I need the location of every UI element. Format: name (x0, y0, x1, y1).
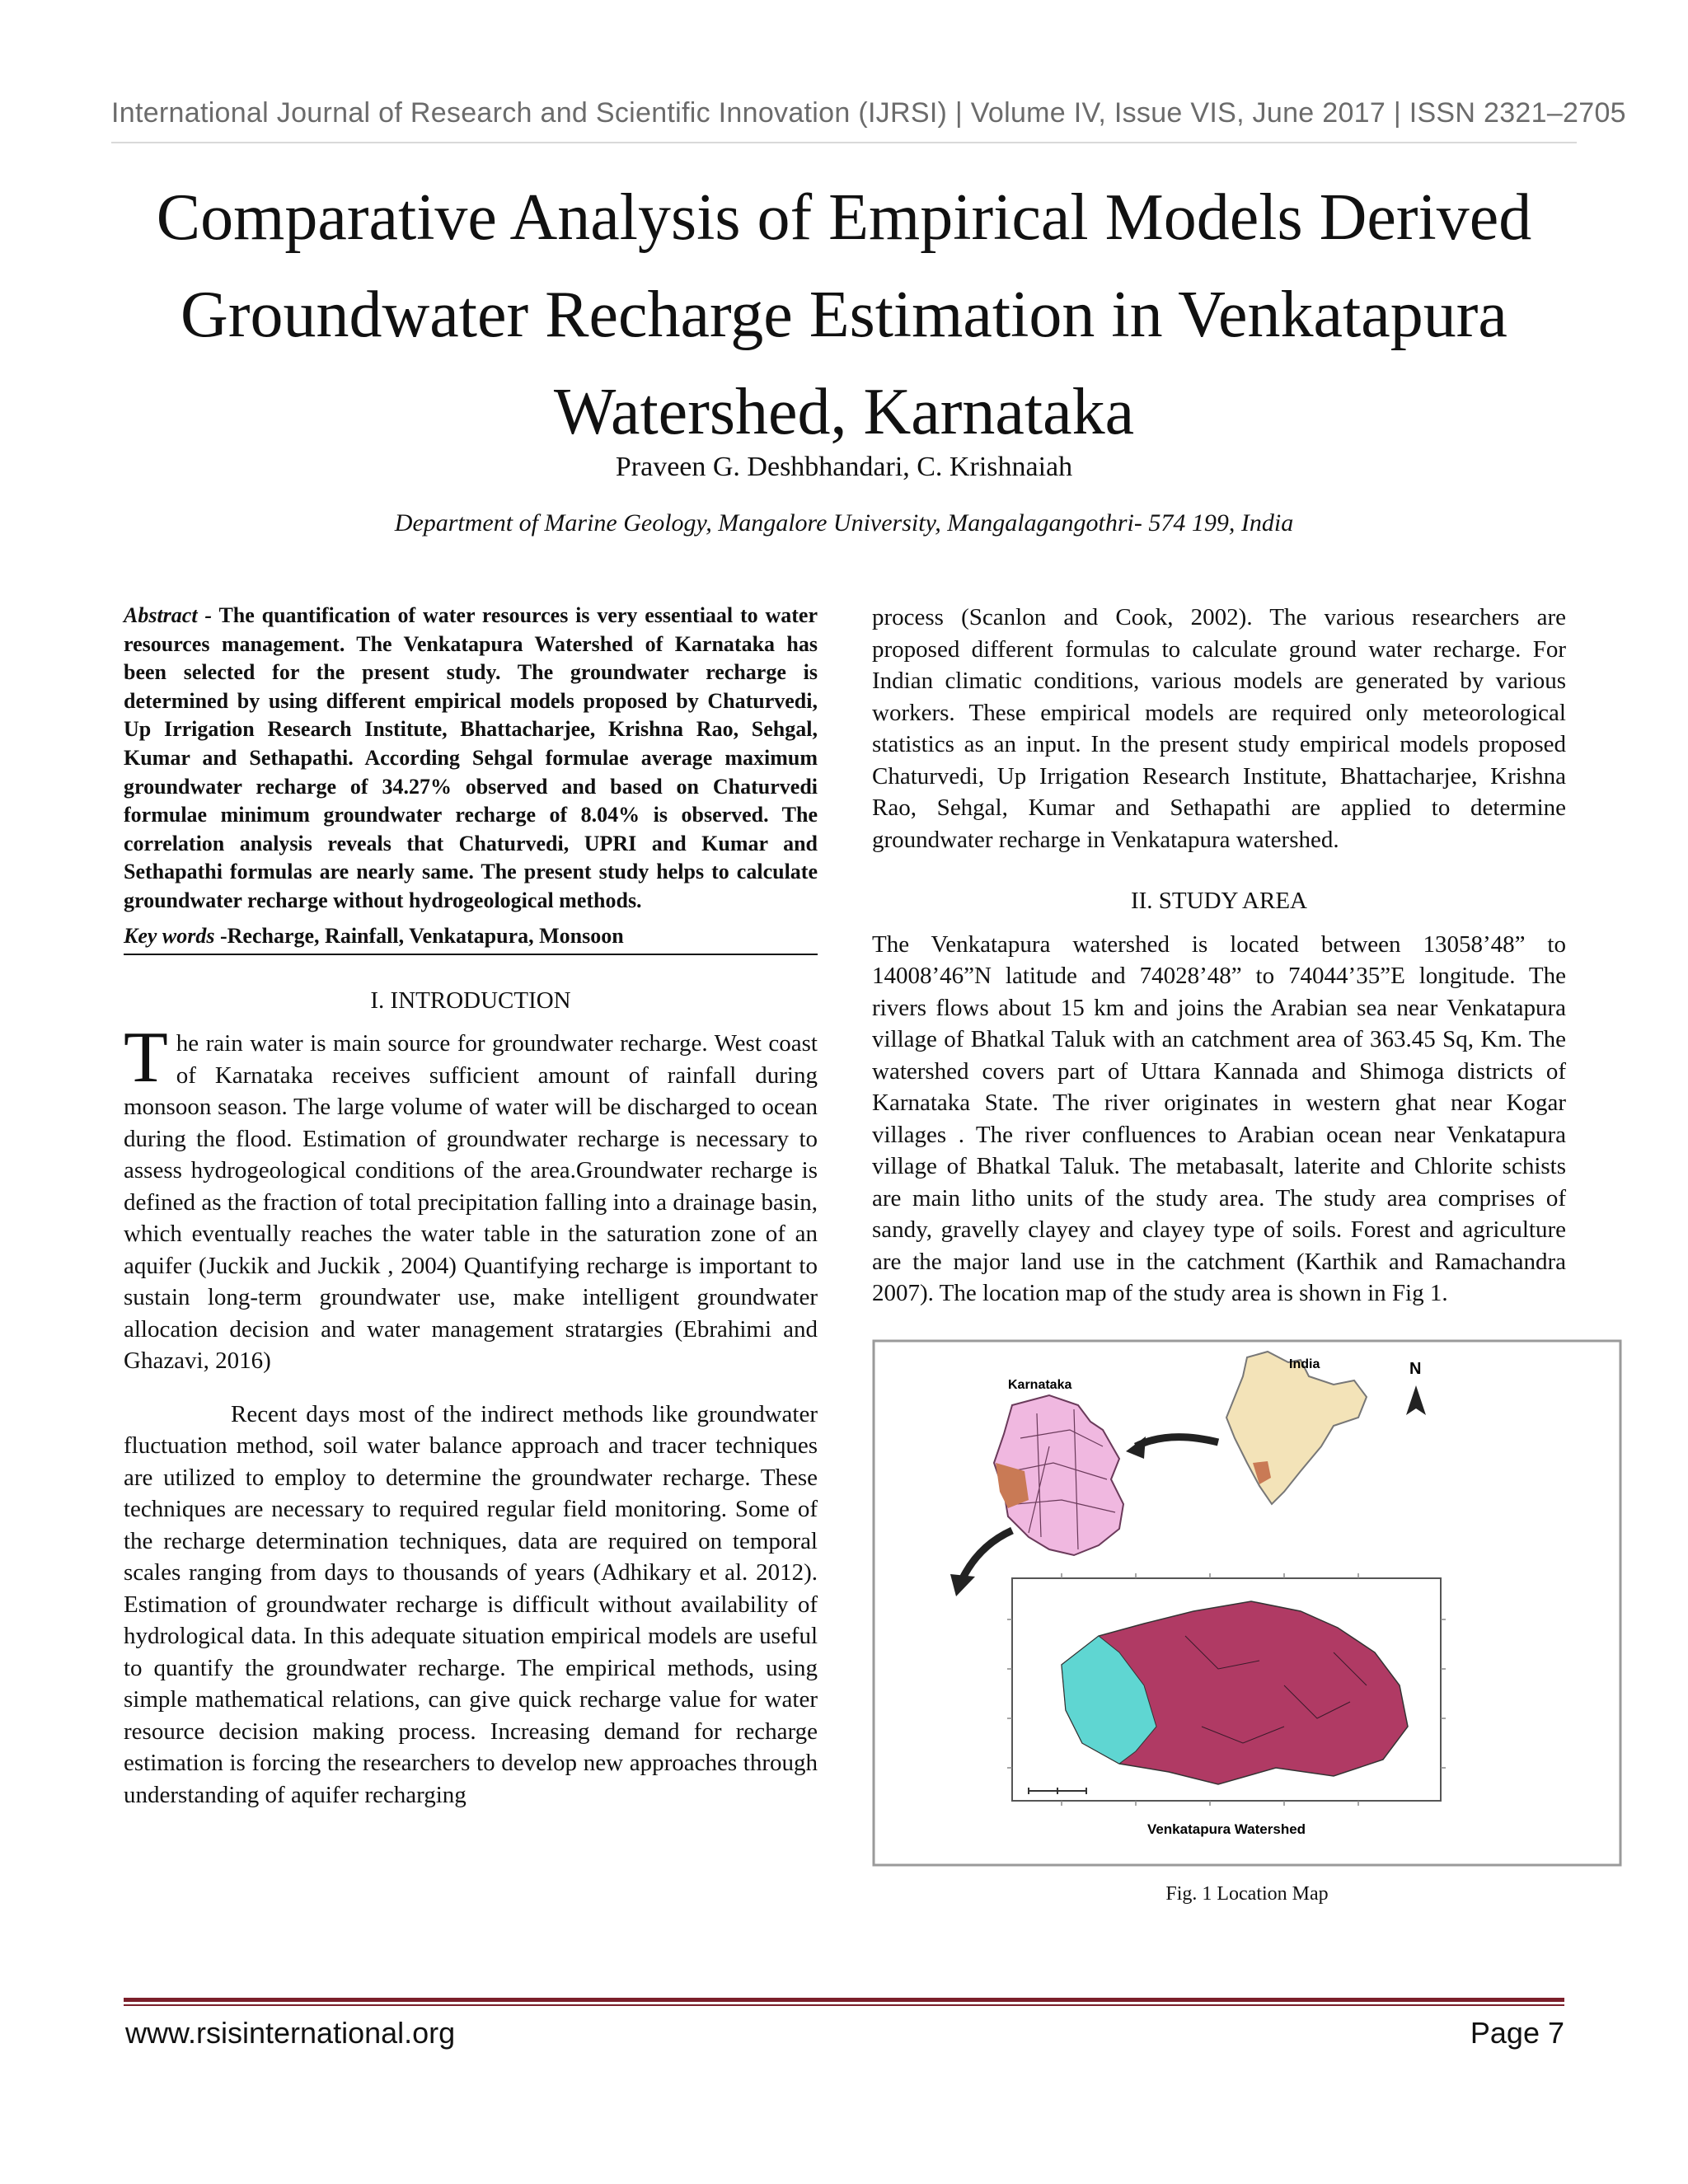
intro-paragraph-3: process (Scanlon and Cook, 2002). The various researchers are proposed different formulas to calculate ground water recharge. For Indian climatic conditions, various models are generated by various workers. These empirical models are required only meteorological statistics as an input. In the present study empirical models proposed Chaturvedi, Up Irrigation Research Institute, Bhattacharjee, Krishna Rao, Sehgal, Kumar and Sethapathi are applied to determine groundwater recharge in Venkatapura watershed. (872, 604, 1566, 853)
section-heading-study-area: II. STUDY AREA (1130, 888, 1307, 914)
abstract (124, 602, 818, 916)
left-column (124, 602, 818, 1811)
page-number: Page 7 (1470, 2016, 1564, 2050)
authors: Praveen G. Deshbhandari, C. Krishnaiah (615, 452, 1073, 482)
north-label: N (1409, 1359, 1422, 1378)
keywords (124, 922, 818, 955)
keywords-lead: Key words (124, 923, 215, 948)
footer-url[interactable]: www.rsisinternational.org (125, 2016, 456, 2050)
right-column (872, 602, 1566, 1910)
footer-rule-thin (124, 2004, 1564, 2006)
footer-rule (124, 1998, 1564, 2002)
intro-paragraph-2: Recent days most of the indirect methods like groundwater fluctuation method, soil water balance approach and tracer techniques are utilized to employ to determine the groundwater recharge. These techniques are necessary to required regular field monitoring. Some of the recharge determination techniques, data are required on temporal scales ranging from days to thousands of years (Adhikary et al. 2012). Estimation of groundwater recharge is difficult without availability of hydrological data. In this adequate situation empirical models are useful to quantify the groundwater recharge. The empirical methods, using simple mathematical relations, can give quick recharge value for water resource decision making process. Increasing demand for recharge estimation is forcing the researchers to develop new approaches through understanding of aquifer recharging (124, 1400, 818, 1808)
header-rule (111, 142, 1577, 143)
running-header: International Journal of Research and Scientific Innovation (IJRSI) | Volume IV, Issue VIS, June 2017 | ISSN 2321–2705 (111, 97, 1626, 129)
keywords-text: -Recharge, Rainfall, Venkatapura, Monsoon (220, 923, 624, 948)
figure-caption: Fig. 1 Location Map (1165, 1882, 1329, 1905)
watershed-label: Venkatapura Watershed (1146, 1821, 1306, 1837)
karnataka-label: Karnataka (1008, 1377, 1072, 1392)
intro-paragraph-1 (124, 1018, 818, 1377)
figure-1 (872, 1339, 1622, 1910)
paper-title: Comparative Analysis of Empirical Models Derived Groundwater Recharge Estimation in Venkatapura Watershed, Karnataka (156, 181, 1532, 448)
drop-cap: T (124, 1018, 168, 1099)
abstract-text: The quantification of water resources is very essentiaal to water resources management. The Venkatapura Watershed of Karnataka has been selected for the present study. The groundwater recharge is determined by using different empirical models proposed by Chaturvedi, Up Irrigation Research Institute, Bhattacharjee, Krishna Rao, Sehgal, Kumar and Sethapathi. According Sehgal formulae average maximum groundwater recharge of 34.27% observed and based on Chaturvedi formulae minimum groundwater recharge of 8.04% is observed. The correlation analysis reveals that Chaturvedi, UPRI and Kumar and Sethapathi formulas are nearly same. The present study helps to calculate groundwater recharge without hydrogeological methods. (124, 603, 818, 912)
india-label: India (1289, 1357, 1320, 1371)
abstract-lead: Abstract - (124, 603, 213, 627)
location-map (872, 1339, 1622, 1867)
study-area-paragraph-1: The Venkatapura watershed is located between 13058’48” to 14008’46”N latitude and 74028’48” to 74044’35”E longitude. The rivers flows about 15 km and joins the Arabian sea near Venkatapura village of Bhatkal Taluk with an catchment area of 363.45 Sq, Km. The watershed covers part of Uttara Kannada and Shimoga districts of Karnataka State. The river originates in western ghat near Kogar villages . The river confluences to Arabian ocean near Venkatapura village of Bhatkal Taluk. The metabasalt, laterite and Chlorite schists are main litho units of the study area. The study area comprises of sandy, gravelly clayey and clayey type of soils. Forest and agriculture are the major land use in the catchment (Karthik and Ramachandra 2007). The location map of the study area is shown in Fig 1. (872, 930, 1566, 1306)
intro-paragraph-1-text: he rain water is main source for groundwater recharge. West coast of Karnataka receives sufficient amount of rainfall during monsoon season. The large volume of water will be discharged to ocean during the flood. Estimation of groundwater recharge is necessary to assess hydrogeological conditions of the area.Groundwater recharge is defined as the fraction of total precipitation falling into a drainage basin, which eventually reaches the water table in the saturation zone of an aquifer (Juckik and Juckik , 2004) Quantifying recharge is important to sustain long-term groundwater use, make intelligent groundwater allocation decision and water management stratargies (Ebrahimi and Ghazavi, 2016) (124, 1030, 818, 1375)
affiliation: Department of Marine Geology, Mangalore University, Mangalagangothri- 574 199, India (394, 509, 1294, 537)
section-heading-introduction: I. INTRODUCTION (370, 987, 571, 1014)
